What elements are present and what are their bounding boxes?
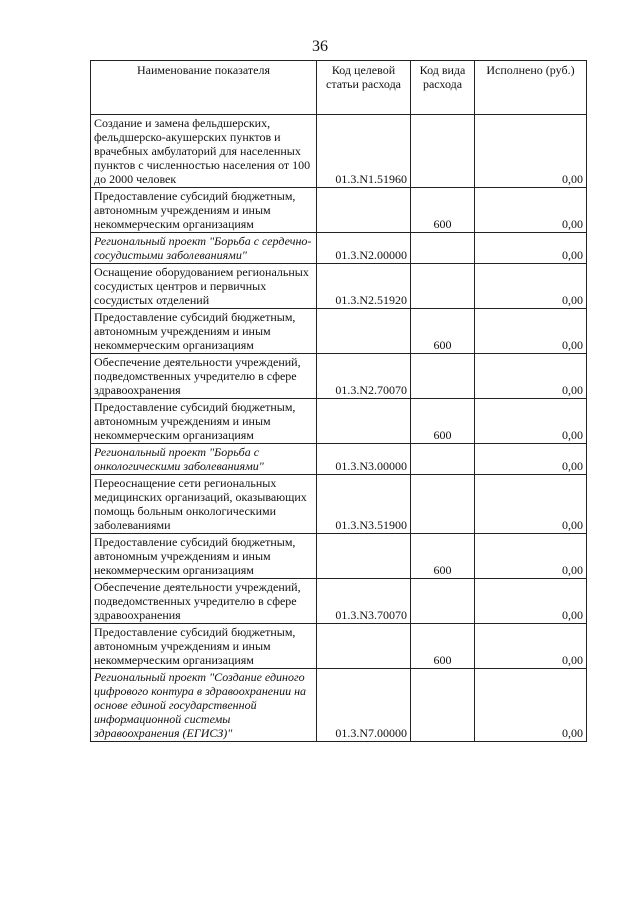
row-target-code bbox=[317, 624, 411, 669]
row-indicator-name: Переоснащение сети региональных медицинских организаций, оказывающих помощь больным онкологическими заболеваниями bbox=[91, 475, 317, 534]
row-executed-amount: 0,00 bbox=[475, 534, 587, 579]
row-expense-type bbox=[411, 669, 475, 742]
row-executed-amount: 0,00 bbox=[475, 264, 587, 309]
table-row bbox=[91, 115, 587, 188]
row-executed-amount: 0,00 bbox=[475, 475, 587, 534]
table-row bbox=[91, 233, 587, 264]
row-indicator-name: Оснащение оборудованием региональных сосудистых центров и первичных сосудистых отделений bbox=[91, 264, 317, 309]
row-target-code: 01.3.N1.51960 bbox=[317, 115, 411, 188]
table-row bbox=[91, 309, 587, 354]
row-expense-type bbox=[411, 444, 475, 475]
table-row bbox=[91, 579, 587, 624]
row-target-code: 01.3.N7.00000 bbox=[317, 669, 411, 742]
row-indicator-name: Предоставление субсидий бюджетным, автономным учреждениям и иным некоммерческим организациям bbox=[91, 188, 317, 233]
row-indicator-name: Региональный проект "Борьба с онкологическими заболеваниями" bbox=[91, 444, 317, 475]
row-expense-type bbox=[411, 115, 475, 188]
header-executed: Исполнено (руб.) bbox=[475, 61, 587, 115]
row-target-code: 01.3.N3.51900 bbox=[317, 475, 411, 534]
table-body bbox=[91, 115, 587, 742]
row-expense-type bbox=[411, 579, 475, 624]
row-indicator-name: Региональный проект "Создание единого цифрового контура в здравоохранении на основе единой государственной информационной системы здравоохранения (ЕГИСЗ)" bbox=[91, 669, 317, 742]
row-executed-amount: 0,00 bbox=[475, 579, 587, 624]
row-target-code bbox=[317, 188, 411, 233]
row-executed-amount: 0,00 bbox=[475, 233, 587, 264]
row-indicator-name: Предоставление субсидий бюджетным, автономным учреждениям и иным некоммерческим организациям bbox=[91, 624, 317, 669]
row-indicator-name: Обеспечение деятельности учреждений, подведомственных учредителю в сфере здравоохранения bbox=[91, 579, 317, 624]
row-target-code bbox=[317, 399, 411, 444]
row-target-code: 01.3.N2.70070 bbox=[317, 354, 411, 399]
row-target-code: 01.3.N2.51920 bbox=[317, 264, 411, 309]
row-target-code bbox=[317, 534, 411, 579]
row-expense-type: 600 bbox=[411, 188, 475, 233]
table-row bbox=[91, 399, 587, 444]
header-target-code: Код целевой статьи расхода bbox=[317, 61, 411, 115]
row-expense-type bbox=[411, 354, 475, 399]
table-row bbox=[91, 669, 587, 742]
table-row bbox=[91, 475, 587, 534]
table-row bbox=[91, 188, 587, 233]
row-indicator-name: Предоставление субсидий бюджетным, автономным учреждениям и иным некоммерческим организациям bbox=[91, 309, 317, 354]
row-indicator-name: Предоставление субсидий бюджетным, автономным учреждениям и иным некоммерческим организациям bbox=[91, 399, 317, 444]
row-target-code: 01.3.N3.00000 bbox=[317, 444, 411, 475]
row-executed-amount: 0,00 bbox=[475, 399, 587, 444]
table-row bbox=[91, 624, 587, 669]
table-header-row bbox=[91, 61, 587, 115]
table-row bbox=[91, 264, 587, 309]
header-indicator-name: Наименование показателя bbox=[91, 61, 317, 115]
row-indicator-name: Региональный проект "Борьба с сердечно-сосудистыми заболеваниями" bbox=[91, 233, 317, 264]
table-row bbox=[91, 534, 587, 579]
row-executed-amount: 0,00 bbox=[475, 444, 587, 475]
row-target-code: 01.3.N2.00000 bbox=[317, 233, 411, 264]
row-expense-type: 600 bbox=[411, 534, 475, 579]
row-target-code bbox=[317, 309, 411, 354]
row-executed-amount: 0,00 bbox=[475, 354, 587, 399]
budget-execution-table bbox=[90, 60, 587, 742]
page-number: 36 bbox=[312, 38, 328, 55]
row-indicator-name: Обеспечение деятельности учреждений, подведомственных учредителю в сфере здравоохранения bbox=[91, 354, 317, 399]
table-row bbox=[91, 354, 587, 399]
row-executed-amount: 0,00 bbox=[475, 624, 587, 669]
row-indicator-name: Создание и замена фельдшерских, фельдшерско-акушерских пунктов и врачебных амбулаторий для населенных пунктов с численностью населения от 100 до 2000 человек bbox=[91, 115, 317, 188]
row-executed-amount: 0,00 bbox=[475, 669, 587, 742]
row-executed-amount: 0,00 bbox=[475, 309, 587, 354]
row-indicator-name: Предоставление субсидий бюджетным, автономным учреждениям и иным некоммерческим организациям bbox=[91, 534, 317, 579]
row-expense-type bbox=[411, 475, 475, 534]
table-row bbox=[91, 444, 587, 475]
row-expense-type bbox=[411, 233, 475, 264]
row-executed-amount: 0,00 bbox=[475, 188, 587, 233]
row-expense-type: 600 bbox=[411, 309, 475, 354]
row-executed-amount: 0,00 bbox=[475, 115, 587, 188]
header-expense-type: Код вида расхода bbox=[411, 61, 475, 115]
row-expense-type: 600 bbox=[411, 624, 475, 669]
row-expense-type bbox=[411, 264, 475, 309]
row-expense-type: 600 bbox=[411, 399, 475, 444]
row-target-code: 01.3.N3.70070 bbox=[317, 579, 411, 624]
